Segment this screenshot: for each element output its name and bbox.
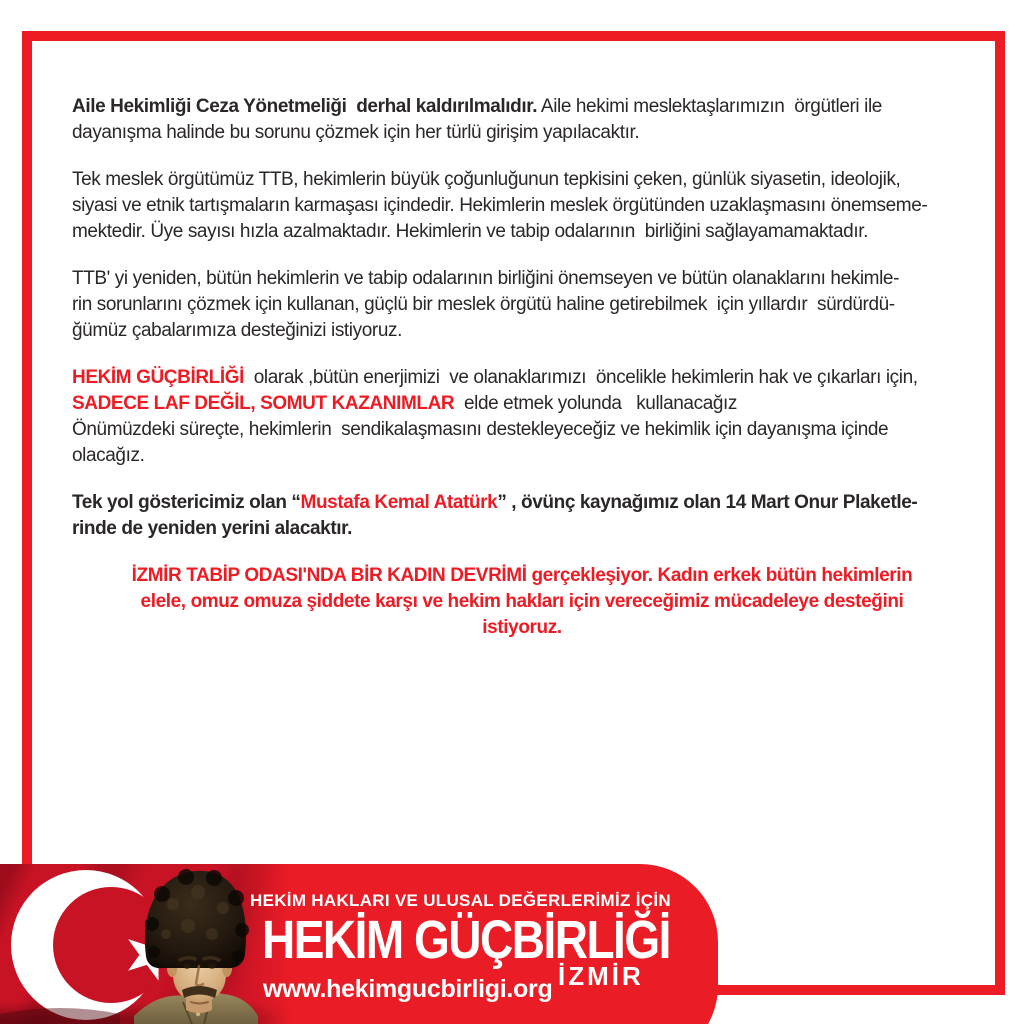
text-run: istiyoruz. bbox=[482, 617, 562, 638]
website-url: www.hekimgucbirligi.org bbox=[263, 975, 553, 1003]
text-line bbox=[72, 563, 972, 589]
text-run: TTB' yi yeniden, bütün hekimlerin ve tabip odalarının birliğini önemseyen ve bütün olanaklarını hekimle- bbox=[72, 268, 900, 289]
text-line bbox=[72, 490, 972, 516]
text-run: elele, omuz omuza şiddete karşı ve hekim hakları için vereceğimiz mücadeleye desteğini bbox=[140, 591, 904, 612]
text-run: ğümüz çabalarımıza desteğinizi istiyoruz. bbox=[72, 320, 402, 341]
text-run: Önümüzdeki süreçte, hekimlerin sendikalaşmasını destekleyeceğiz ve hekimlik için dayanışma içinde bbox=[72, 419, 889, 440]
footer-tagline: HEKİM HAKLARI VE ULUSAL DEĞERLERİMİZ İÇİN bbox=[250, 891, 671, 910]
text-line bbox=[72, 94, 972, 120]
text-run: Aile hekimi meslektaşlarımızın örgütleri ile bbox=[537, 96, 882, 117]
text-line bbox=[72, 443, 972, 469]
text-line bbox=[72, 615, 972, 641]
text-run: olacağız. bbox=[72, 445, 145, 466]
text-run: olarak ,bütün enerjimizi ve olanaklarımızı öncelikle hekimlerin hak ve çıkarları için, bbox=[244, 367, 918, 388]
text-run: siyasi ve etnik tartışmaların karmaşası içindedir. Hekimlerin meslek örgütünden uzaklaşmasını önemseme- bbox=[72, 195, 928, 216]
paragraph bbox=[72, 563, 972, 641]
text-run: elde etmek yolunda kullanacağız bbox=[454, 393, 738, 414]
org-name: HEKİM GÜÇBİRLİĞİ bbox=[262, 909, 670, 970]
text-run: SADECE LAF DEĞİL, SOMUT KAZANIMLAR bbox=[72, 393, 455, 414]
text-line bbox=[72, 167, 972, 193]
text-run: mektedir. Üye sayısı hızla azalmaktadır. Hekimlerin ve tabip odalarının birliğini sağlayamamaktadır. bbox=[72, 221, 868, 242]
text-run: rinde de yeniden yerini alacaktır. bbox=[72, 518, 352, 539]
text-run: HEKİM GÜÇBİRLİĞİ bbox=[72, 367, 244, 388]
paragraph bbox=[72, 94, 972, 146]
text-run: Tek meslek örgütümüz TTB, hekimlerin büyük çoğunluğunun tepkisini çeken, günlük siyasetin, ideolojik, bbox=[72, 169, 901, 190]
ataturk-portrait bbox=[128, 864, 263, 1024]
paragraph bbox=[72, 167, 972, 245]
text-run: dayanışma halinde bu sorunu çözmek için her türlü girişim yapılacaktır. bbox=[72, 122, 640, 143]
text-line bbox=[72, 318, 972, 344]
text-line bbox=[72, 193, 972, 219]
paragraph bbox=[72, 490, 972, 542]
text-run: rin sorunlarını çözmek için kullanan, güçlü bir meslek örgütü haline getirebilmek için yıllardır sürdürdü- bbox=[72, 294, 895, 315]
text-line bbox=[72, 266, 972, 292]
text-line bbox=[72, 417, 972, 443]
text-run: ” , övünç kaynağımız olan 14 Mart Onur Plaketle- bbox=[497, 492, 918, 513]
text-line bbox=[72, 365, 972, 391]
paragraph bbox=[72, 266, 972, 344]
text-line bbox=[72, 292, 972, 318]
org-city: İZMİR bbox=[558, 961, 644, 991]
text-run: Aile Hekimliği Ceza Yönetmeliği derhal kaldırılmalıdır. bbox=[72, 96, 538, 117]
text-line bbox=[72, 120, 972, 146]
text-line bbox=[72, 219, 972, 245]
text-run: İZMİR TABİP ODASI'NDA BİR KADIN DEVRİMİ gerçekleşiyor. Kadın erkek bütün hekimlerin bbox=[131, 565, 913, 586]
text-run: Tek yol göstericimiz olan “ bbox=[72, 492, 301, 513]
body-text bbox=[72, 94, 972, 662]
text-line bbox=[72, 516, 972, 542]
paragraph bbox=[72, 365, 972, 469]
text-run: Mustafa Kemal Atatürk bbox=[300, 492, 498, 513]
text-line bbox=[72, 589, 972, 615]
text-line bbox=[72, 391, 972, 417]
